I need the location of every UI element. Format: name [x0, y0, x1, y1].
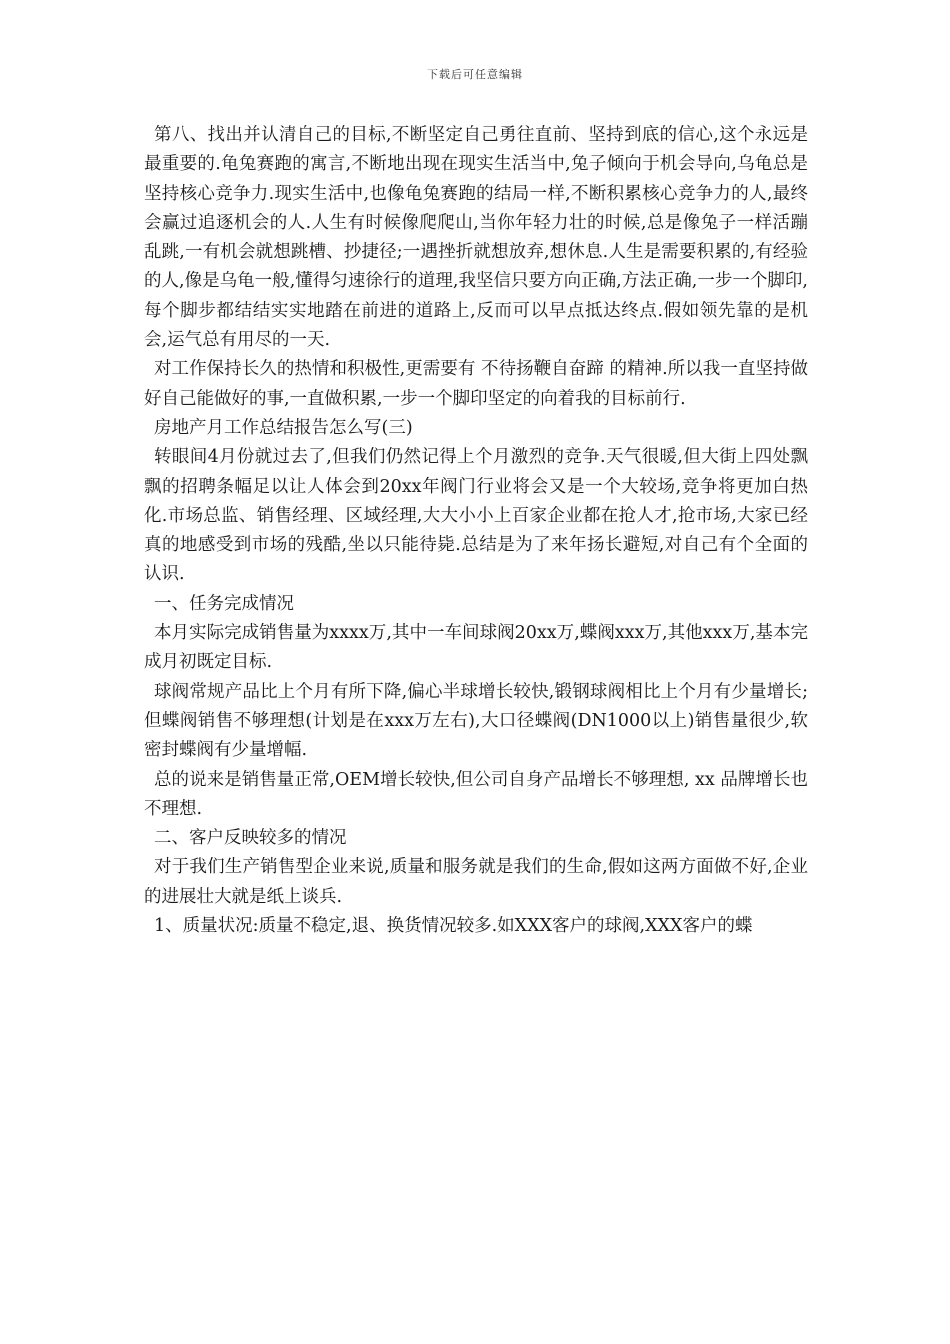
page-header: 下载后可任意编辑 [427, 68, 523, 81]
heading-customer-feedback: 二、客户反映较多的情况 [154, 828, 347, 849]
paragraph-intro: 转眼间4月份就过去了,但我们仍然记得上个月激烈的竞争.天气很暖,但大街上四处飘飘的招聘条幅足以让人体会到20xx年阀门行业将会又是一个大较场,竞争将更加白热化.市场总监、销售经理、区域经理,大大小小上百家企业都在抢人才,抢市场,大家已经真的地感受到市场的残酷,坐以只能待毙.总结是为了来年扬长避短,对自己有个全面的认识. [144, 447, 808, 585]
paragraph-summary: 总的说来是销售量正常,OEM增长较快,但公司自身产品增长不够理想, xx 品牌增长也不理想. [144, 769, 808, 819]
paragraph-goal-persistence: 第八、找出并认清自己的目标,不断坚定自己勇往直前、坚持到底的信心,这个永远是最重要的.龟兔赛跑的寓言,不断地出现在现实生活当中,兔子倾向于机会导向,乌龟总是坚持核心竞争力.现实生活中,也像龟兔赛跑的结局一样,不断积累核心竞争力的人,最终会赢过追逐机会的人.人生有时候像爬爬山,当你年轻力壮的时候,总是像兔子一样活蹦乱跳,一有机会就想跳槽、抄捷径;一遇挫折就想放弃,想休息.人生是需要积累的,有经验的人,像是乌龟一般,懂得匀速徐行的道理,我坚信只要方向正确,方法正确,一步一个脚印,每个脚步都结结实实地踏在前进的道路上,反而可以早点抵达终点.假如领先靠的是机会,运气总有用尽的一天. [144, 125, 808, 351]
paragraph-product-analysis: 球阀常规产品比上个月有所下降,偏心半球增长较快,锻钢球阀相比上个月有少量增长;但蝶阀销售不够理想(计划是在xxx万左右),大口径蝶阀(DN1000以上)销售量很少,软密封蝶阀有少量增幅. [144, 681, 808, 761]
paragraph-quality-status: 1、质量状况:质量不稳定,退、换货情况较多.如XXX客户的球阀,XXX客户的蝶 [154, 916, 753, 937]
document-body [144, 121, 808, 941]
section-title: 房地产月工作总结报告怎么写(三) [154, 417, 413, 438]
paragraph-work-enthusiasm: 对工作保持长久的热情和积极性,更需要有 不待扬鞭自奋蹄 的精神.所以我一直坚持做好自己能做好的事,一直做积累,一步一个脚印坚定的向着我的目标前行. [144, 359, 808, 409]
heading-task-completion: 一、任务完成情况 [154, 593, 294, 614]
paragraph-quality-service: 对于我们生产销售型企业来说,质量和服务就是我们的生命,假如这两方面做不好,企业的进展壮大就是纸上谈兵. [144, 857, 808, 907]
paragraph-sales-volume: 本月实际完成销售量为xxxx万,其中一车间球阀20xx万,蝶阀xxx万,其他xxx万,基本完成月初既定目标. [144, 623, 808, 673]
